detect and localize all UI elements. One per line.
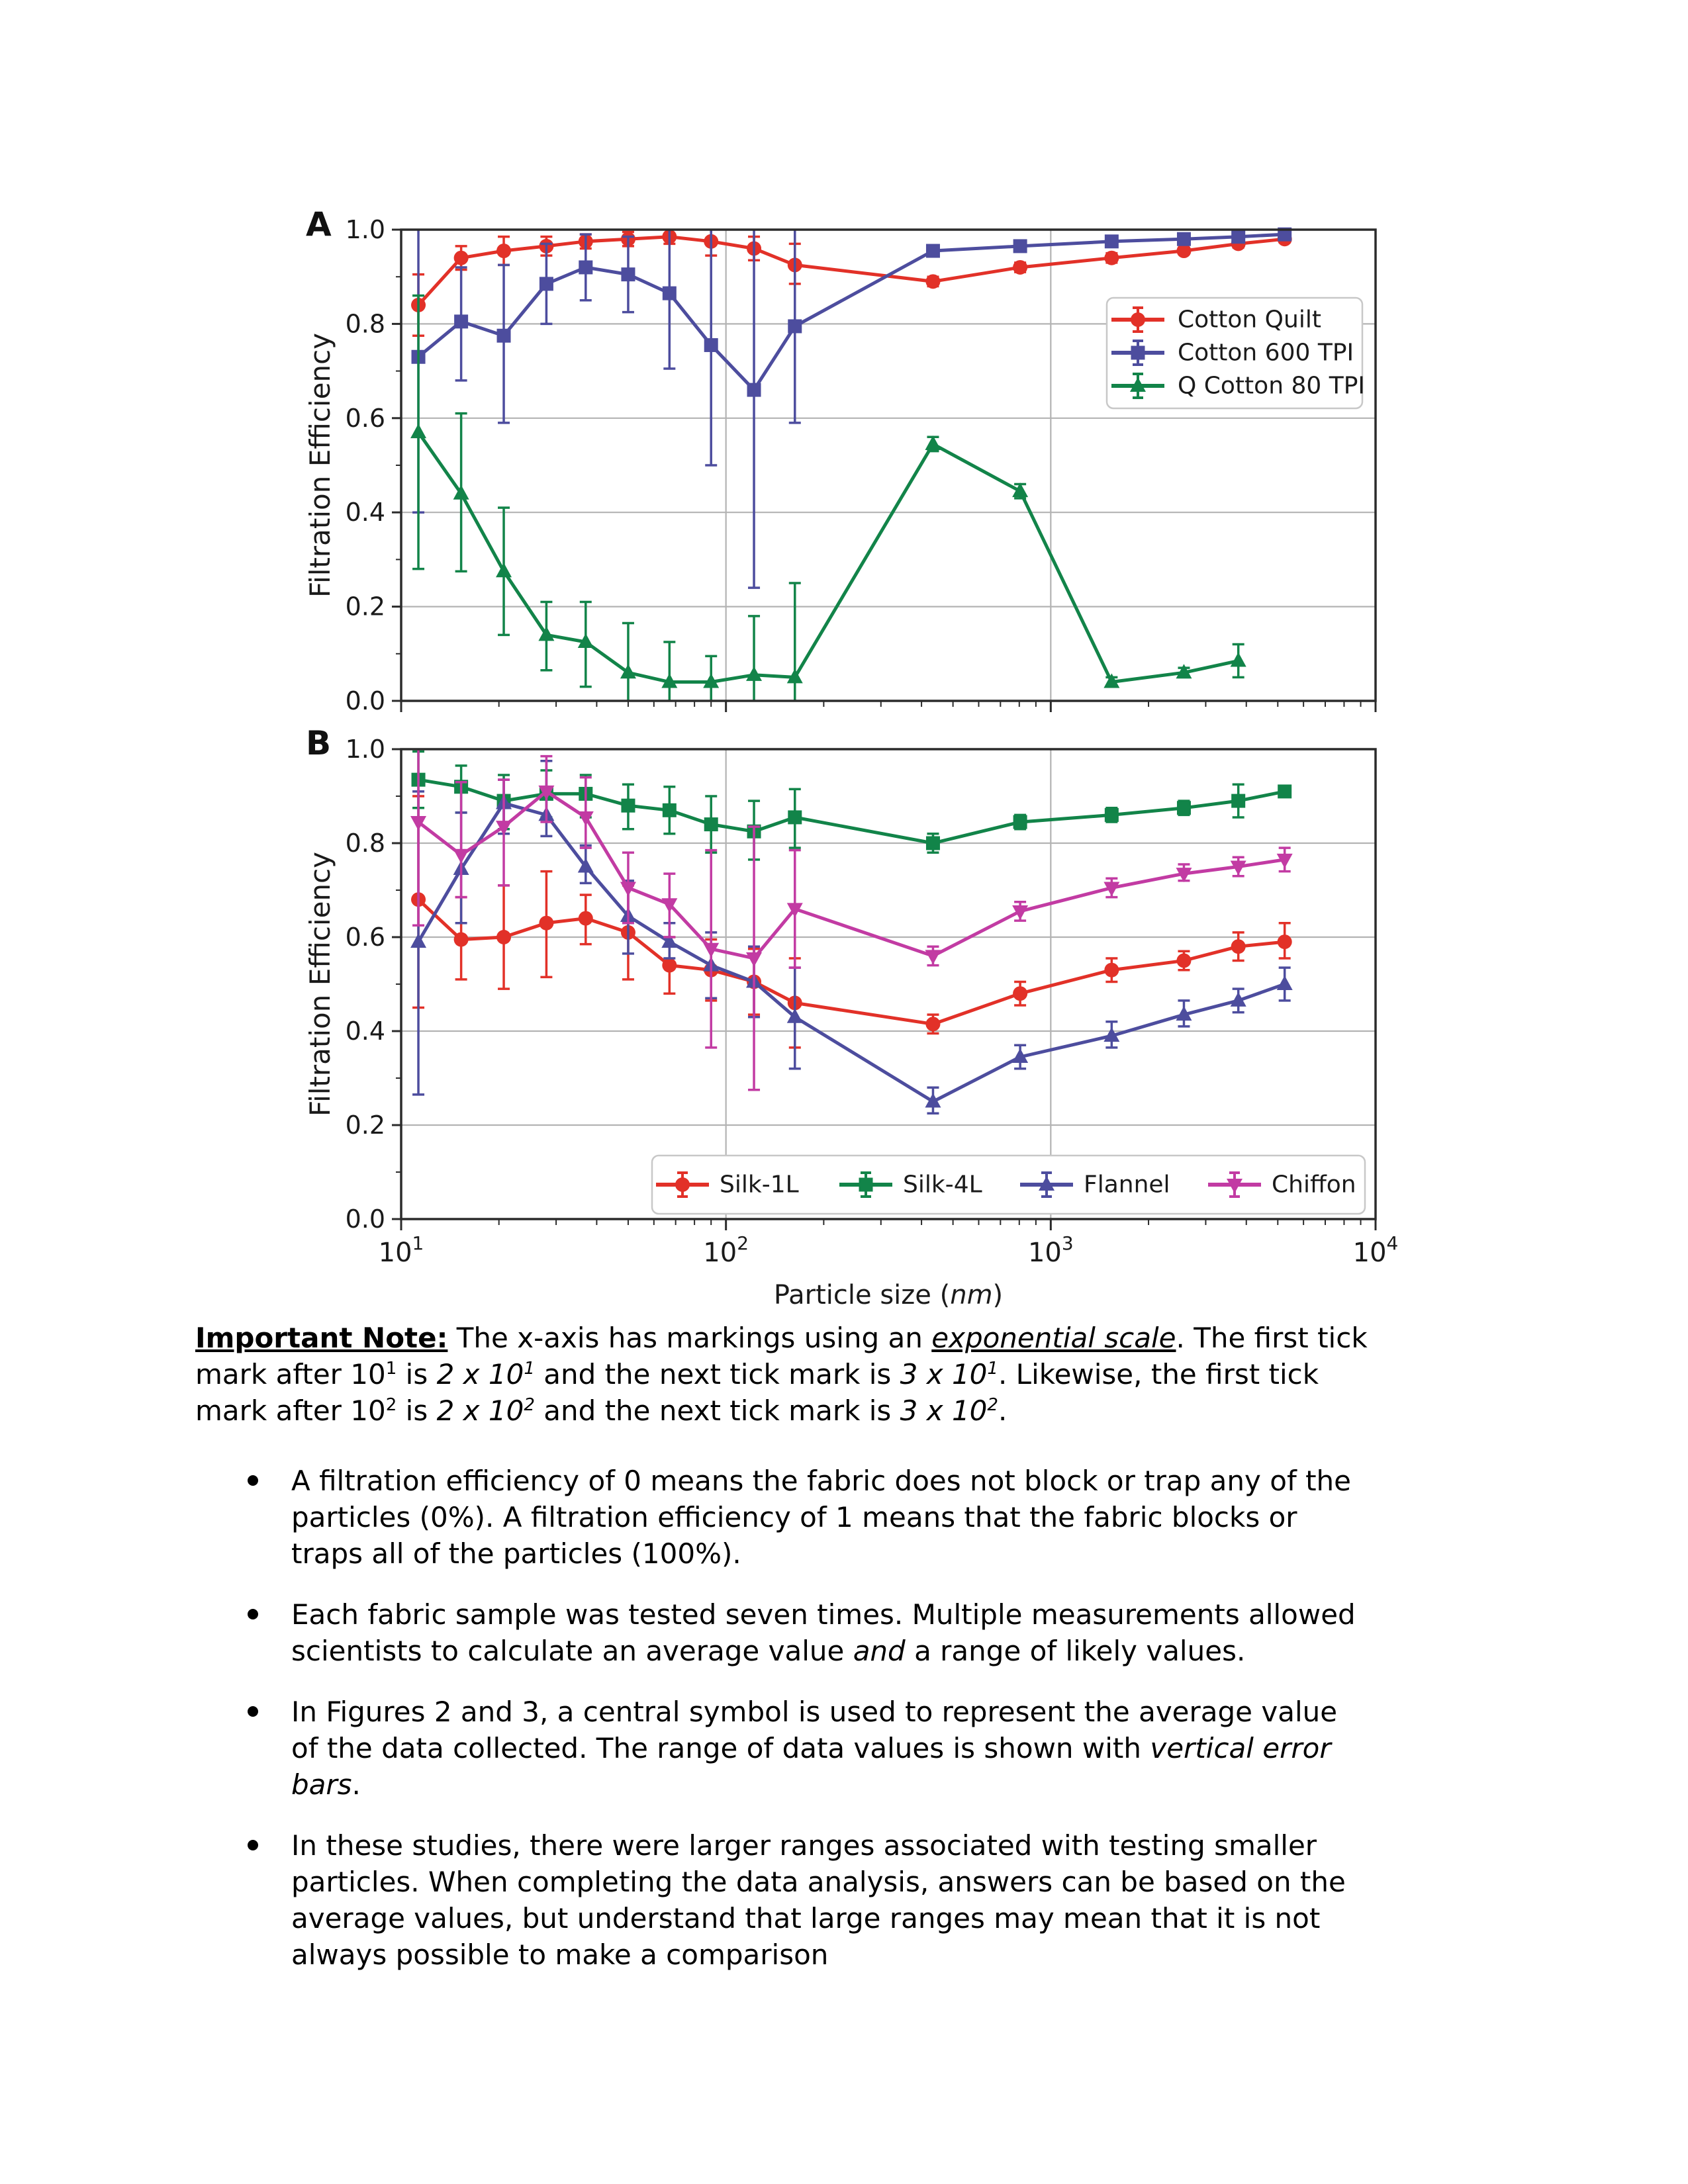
data-point-marker	[454, 251, 469, 265]
panel-a-label: A	[306, 205, 332, 244]
data-point-marker	[539, 277, 553, 291]
data-point-marker	[1278, 784, 1291, 798]
y-tick-label: 1.0	[345, 215, 385, 244]
legend-label-silk-1l: Silk-1L	[720, 1171, 799, 1199]
data-point-marker	[621, 799, 635, 813]
y-tick-label: 0.0	[345, 1205, 385, 1234]
bullet-list	[246, 1463, 1356, 1997]
data-point-marker	[1105, 234, 1119, 248]
y-tick-label: 0.2	[345, 592, 385, 621]
data-point-marker	[704, 817, 718, 831]
data-point-marker	[1131, 346, 1145, 360]
bullet-dot	[248, 1475, 258, 1486]
data-point-marker	[1177, 801, 1191, 815]
bullet-item-central-symbol	[246, 1694, 1356, 1803]
y-tick-label: 0.6	[345, 403, 385, 433]
bullet-dot	[248, 1840, 258, 1850]
data-point-marker	[926, 837, 940, 850]
data-point-marker	[497, 329, 511, 343]
data-point-marker	[539, 916, 553, 931]
bullet-item-filtration-definition	[246, 1463, 1356, 1572]
y-tick-label: 0.6	[345, 923, 385, 952]
data-point-marker	[579, 260, 592, 274]
chart-a-cotton-fabrics	[252, 192, 1436, 728]
x-tick-label: $10^3$	[1027, 1232, 1074, 1268]
data-point-marker	[1231, 230, 1245, 244]
bullet-dot	[248, 1706, 258, 1717]
data-point-marker	[1278, 934, 1292, 949]
data-point-marker	[1105, 808, 1119, 822]
bullet-item-seven-tests	[246, 1596, 1356, 1669]
data-point-marker	[454, 314, 468, 328]
data-point-marker	[454, 933, 469, 947]
data-point-marker	[663, 287, 677, 300]
legend-label-flannel: Flannel	[1084, 1171, 1170, 1199]
y-tick-label: 0.4	[345, 498, 385, 527]
data-point-marker	[663, 803, 677, 817]
data-point-marker	[496, 930, 511, 944]
data-point-marker	[662, 958, 677, 973]
data-point-marker	[1176, 954, 1191, 968]
data-point-marker	[788, 810, 802, 824]
x-axis-label: Particle size (nm)	[773, 1280, 1004, 1310]
data-point-marker	[1177, 232, 1191, 246]
bullet-text: A filtration efficiency of 0 means the fabric does not block or trap any of the particles (0%). A filtration efficiency of 1 means that the fabric blocks or traps all of the particles (100%).	[291, 1465, 1352, 1570]
data-point-marker	[1013, 986, 1027, 1001]
data-point-marker	[859, 1178, 873, 1192]
legend-label-cotton-600-tpi: Cotton 600 TPI	[1178, 339, 1354, 367]
data-point-marker	[1013, 260, 1027, 275]
x-tick-label: $10^1$	[378, 1232, 424, 1268]
legend-label-silk-4l: Silk-4L	[903, 1171, 982, 1199]
important-note-paragraph: Important Note: The x-axis has markings using an exponential scale. The first tick mark after $10^1$ is 2 x $10^1$ and the next tick mark is 3 x $10^1$. Likewise, the first tick mark after $10^2$ is 2 x $10^2$ and the next tick mark is 3 x $10^2$.	[195, 1322, 1368, 1427]
data-point-marker	[496, 244, 511, 258]
data-point-marker	[1131, 312, 1145, 327]
data-point-marker	[1104, 251, 1119, 265]
x-tick-label: $10^4$	[1352, 1232, 1399, 1268]
legend-label-cotton-quilt: Cotton Quilt	[1178, 306, 1321, 334]
data-point-marker	[788, 319, 802, 333]
bullet-text: Each fabric sample was tested seven times. Multiple measurements allowed scientists to calculate an average value and a range of likely values.	[291, 1598, 1356, 1667]
y-axis-label: Filtration Efficiency	[304, 332, 336, 598]
y-tick-label: 0.8	[345, 309, 385, 339]
data-point-marker	[1013, 239, 1027, 253]
y-tick-label: 0.8	[345, 829, 385, 858]
y-tick-label: 0.2	[345, 1111, 385, 1140]
y-tick-label: 1.0	[345, 735, 385, 764]
data-point-marker	[704, 338, 718, 352]
y-tick-label: 0.0	[345, 686, 385, 715]
data-point-marker	[925, 1017, 940, 1031]
bullet-dot	[248, 1609, 258, 1619]
bullet-item-larger-ranges	[246, 1827, 1356, 1973]
panel-b-label: B	[306, 724, 332, 762]
data-point-marker	[1104, 963, 1119, 978]
x-tick-label: $10^2$	[703, 1232, 749, 1268]
legend-label-q-cotton-80-tpi: Q Cotton 80 TPI	[1178, 372, 1366, 400]
data-point-marker	[579, 911, 593, 926]
y-axis-label: Filtration Efficiency	[304, 851, 336, 1117]
data-point-marker	[1013, 815, 1027, 829]
data-point-marker	[1231, 794, 1245, 808]
data-point-marker	[621, 267, 635, 281]
data-point-marker	[747, 383, 761, 397]
data-point-marker	[1231, 939, 1246, 954]
bullet-text: In these studies, there were larger ranges associated with testing smaller particles. When completing the data analysis, answers can be based on the average values, but understand that large ranges may mean that it is not always possible to make a comparison	[291, 1829, 1346, 1971]
data-point-marker	[926, 244, 940, 258]
bullet-text: In Figures 2 and 3, a central symbol is used to represent the average value of the data collected. The range of data values is shown with vertical error bars.	[291, 1696, 1338, 1801]
legend-label-chiffon: Chiffon	[1272, 1171, 1356, 1199]
data-point-marker	[925, 274, 940, 289]
chart-b-silk-flannel-chiffon	[252, 715, 1436, 1324]
data-point-marker	[675, 1177, 690, 1192]
y-tick-label: 0.4	[345, 1017, 385, 1046]
